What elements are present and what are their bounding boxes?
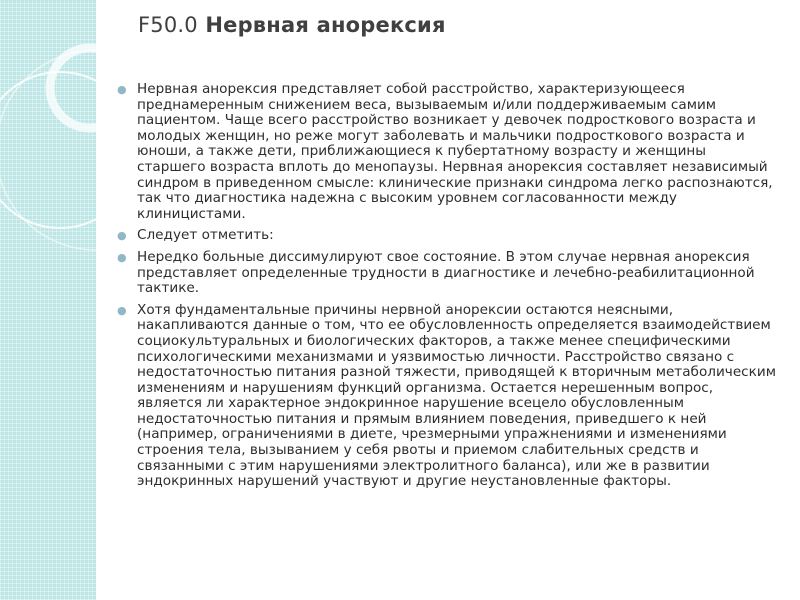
bullet-dot-icon: ●	[117, 83, 127, 96]
bullet-dot-icon: ●	[117, 250, 127, 264]
bullet-text: Следует отметить:	[137, 227, 274, 244]
title-code: F50.0	[138, 13, 198, 37]
decorative-side-panel	[0, 0, 96, 600]
bullet-item	[117, 303, 777, 490]
bullet-dot-icon: ●	[117, 229, 127, 243]
bullet-text: Нередко больные диссимулируют свое состояние. В этом случае нервная анорексия представляет определенные трудности в диагностике и лечебно-реабилитационной тактике.	[137, 248, 755, 297]
bullet-item	[117, 82, 777, 222]
bullet-text: Нервная анорексия представляет собой расстройство, характеризующееся преднамеренным снижением веса, вызываемым и/или поддерживаемым самим пациентом. Чаще всего расстройство возникает у девочек подросткового возраста и молодых женщин, но реже могут заболевать и мальчики подросткового возраста и юноши, а также дети, приближающиеся к пубертатному возрасту и женщины старшего возраста вплоть до менопаузы. Нервная анорексия составляет независимый синдром в приведенном смысле: клинические признаки синдрома легко распознаются, так что диагностика надежна с высоким уровнем согласованности между клиницистами.	[137, 81, 773, 222]
bullet-item	[117, 250, 777, 297]
bullet-text: Хотя фундаментальные причины нервной анорексии остаются неясными, накапливаются данные о том, что ее обусловленность определяется взаимодействием социокультуральных и биологических факторов, а также менее специфическими психологическими механизмами и уязвимостью личности. Расстройство связано с недостаточностью питания разной тяжести, приводящей к вторичным метаболическим изменениям и нарушениям функций организма. Остается нерешенным вопрос, является ли характерное эндокринное нарушение всецело обусловленным недостаточностью питания и прямым влиянием поведения, приведшего к ней (например, ограничениями в диете, чрезмерными упражнениями и изменениями строения тела, вызыванием у себя рвоты и приемом слабительных средств и связанными с этим нарушениями электролитного баланса), или же в развитии эндокринных нарушений участвуют и другие неустановленные факторы.	[137, 301, 776, 490]
bullet-dot-icon: ●	[117, 303, 127, 317]
decorative-circles-icon	[0, 0, 96, 600]
title-text: Нервная анорексия	[205, 13, 446, 37]
bullet-list	[117, 82, 777, 496]
bullet-item	[117, 228, 777, 244]
slide-title	[138, 13, 446, 37]
